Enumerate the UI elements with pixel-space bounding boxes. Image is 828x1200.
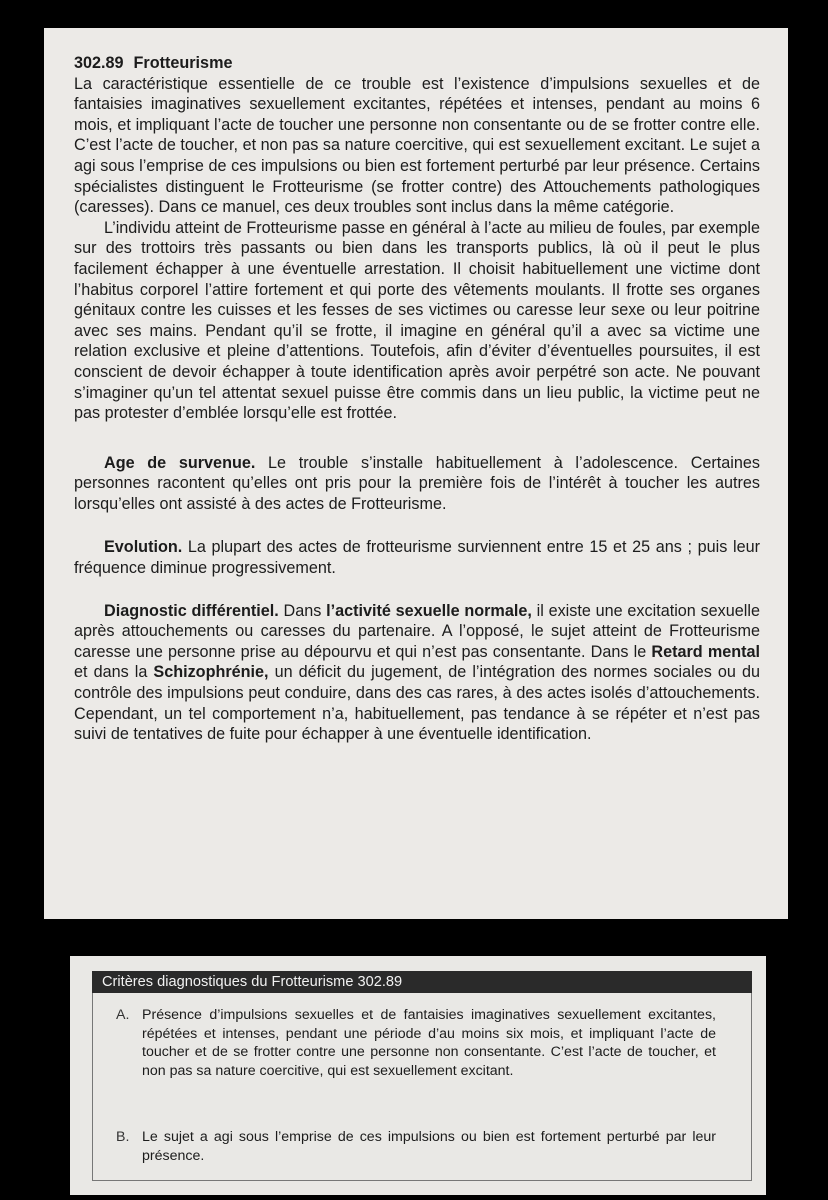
term-mental-retardation: Retard mental [651, 642, 761, 661]
differential-label: Diagnostic différentiel. [104, 601, 279, 620]
criteria-box [70, 956, 766, 1195]
differential-text-3: et dans la [74, 663, 154, 682]
criterion-a [116, 1006, 716, 1080]
term-schizophrenia: Schizophrénie, [153, 663, 269, 682]
differential-text-4: un déficit du jugement, de l’intégration des normes sociales ou du contrôle des impulsions peut conduire, dans des cas rares, à des actes isolés d’attouchements. Cependant, un tel comportement n’a, habituellement, pas tendance à se répéter et n’est pas suivi de tentatives de fuite pour échapper à une éventuelle identification. [74, 663, 760, 744]
section-title: Frotteurisme [133, 54, 233, 72]
paragraph-definition: La caractéristique essentielle de ce trouble est l’existence d’impulsions sexuelles et de fantaisies imaginatives sexuellement excitantes, répétées et intenses, pendant au moins 6 mois, et impliquant l’acte de toucher une personne non consentante ou de se frotter contre elle. C’est l’acte de toucher, et non pas sa nature coercitive, qui est sexuellement excitant. Le sujet a agi sous l’emprise de ces impulsions ou bien est fortement perturbé par leur présence. Certains spécialistes distinguent le Frotteurisme (se frotter contre) des Attouchements pathologiques (caresses). Dans ce manuel, ces deux troubles sont inclus dans la même catégorie. [74, 74, 760, 217]
paragraph-evolution [74, 537, 760, 578]
differential-text-2: il existe une excitation sexuelle après attouchements ou caresses du partenaire. A l’opposé, le sujet atteint de Frotteurisme caresse une personne prise au dépourvu et qui n’est pas consentante. Dans le [74, 601, 760, 661]
paragraph-age-onset [74, 453, 760, 515]
differential-text-1: Dans [278, 601, 327, 620]
criterion-a-text: Présence d’impulsions sexuelles et de fantaisies imaginatives sexuellement excitantes, répétées et intenses, pendant une période d’au moins six mois, et impliquant l’acte de toucher et de se frotter contre une personne non consentante. C’est l’acte de toucher, et non pas sa nature coercitive, qui est sexuellement excitant. [142, 1007, 716, 1079]
age-onset-label: Age de survenue. [104, 453, 256, 472]
evolution-label: Evolution. [104, 538, 183, 557]
paragraph-description: L’individu atteint de Frotteurisme passe en général à l’acte au milieu de foules, par exemple sur des trottoirs très passants ou bien dans les transports publics, là où il peut le plus facilement échapper à une éventuelle arrestation. Il choisit habituellement une victime dont l’habitus corporel l’attire fortement et qui porte des vêtements moulants. Il frotte ses organes génitaux contre les cuisses et les fesses de ses victimes ou caresse leur sexe ou leur poitrine avec ses mains. Pendant qu’il se frotte, il imagine en général qu’il a avec sa victime une relation exclusive et pleine d’attentions. Toutefois, afin d’éviter d’éventuelles poursuites, il est conscient de devoir échapper à toute identification après avoir perpétré son acte. Ne pouvant s’imaginer qu’un tel attentat sexuel puisse être commis dans un lieu public, la victime peut ne pas protester d’emblée lorsqu’elle est frottée. [74, 218, 760, 423]
criterion-b-text: Le sujet a agi sous l’emprise de ces impulsions ou bien est fortement perturbé par leur présence. [142, 1129, 716, 1164]
section-heading [74, 53, 760, 74]
book-page [44, 28, 788, 919]
term-normal-sexual-activity: l’activité sexuelle normale, [326, 601, 532, 620]
age-onset-text: Le trouble s’installe habituellement à l’adolescence. Certaines personnes racontent qu’elles ont pris pour la première fois de l’intérêt à toucher les autres lorsqu’elles ont assisté à des actes de Frotteurisme. [74, 453, 760, 513]
criterion-a-letter: A. [116, 1007, 130, 1023]
section-code: 302.89 [74, 54, 124, 72]
criteria-title: Critères diagnostiques du Frotteurisme 302.89 [92, 971, 752, 993]
criterion-b-letter: B. [116, 1129, 130, 1145]
criterion-b [116, 1128, 716, 1165]
evolution-text: La plupart des actes de frotteurisme surviennent entre 15 et 25 ans ; puis leur fréquence diminue progressivement. [74, 538, 760, 578]
paragraph-differential [74, 601, 760, 745]
